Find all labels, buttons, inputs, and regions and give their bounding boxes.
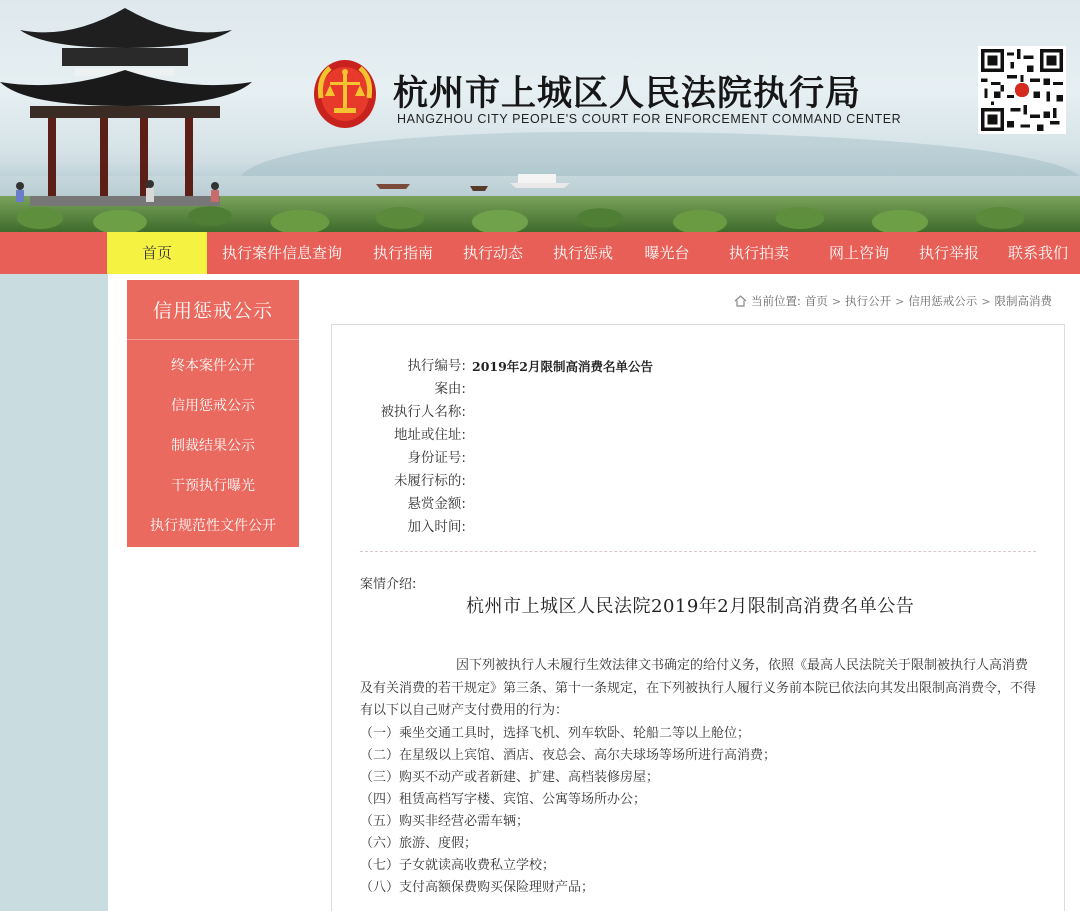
info-value (466, 470, 472, 493)
breadcrumb-prefix: 当前位置: (751, 294, 801, 308)
nav-home[interactable]: 首页 (107, 232, 207, 274)
info-label: 悬赏金额: (407, 496, 466, 512)
breadcrumb (734, 292, 1052, 310)
breadcrumb-execution-public[interactable]: 执行公开 (845, 294, 892, 308)
notice-item: （七）子女就读高收费私立学校； (360, 857, 556, 873)
info-row-party-name (362, 401, 653, 424)
notice-title: 杭州市上城区人民法院2019年2月限制高消费名单公告 (466, 596, 915, 617)
nav-discipline[interactable]: 执行惩戒 (552, 244, 613, 262)
sidebar-item-normative-documents[interactable]: 执行规范性文件公开 (150, 518, 276, 534)
info-label: 被执行人名称: (380, 404, 466, 420)
sidebar-title: 信用惩戒公示 (127, 280, 299, 340)
case-info-table (362, 355, 653, 539)
home-icon (734, 295, 747, 307)
info-row-id-number (362, 447, 653, 470)
sidebar-item-closed-cases[interactable]: 终本案件公开 (171, 358, 255, 374)
breadcrumb-home[interactable]: 首页 (804, 294, 828, 308)
info-value (466, 493, 472, 516)
notice-item: （八）支付高额保费购买保险理财产品； (360, 879, 595, 895)
info-row-reward-amount (362, 493, 653, 516)
notice-item: （二）在星级以上宾馆、酒店、夜总会、高尔夫球场等场所进行高消费； (360, 747, 777, 763)
info-row-case-number (362, 355, 653, 378)
header-banner (0, 0, 1080, 232)
left-background-strip (0, 274, 108, 911)
nav-report[interactable]: 执行举报 (918, 244, 979, 262)
info-value (466, 378, 472, 401)
info-value (466, 516, 472, 539)
sidebar-item-interference-exposure[interactable]: 干预执行曝光 (171, 478, 255, 494)
info-row-added-time (362, 516, 653, 539)
notice-paragraph: 因下列被执行人未履行生效法律文书确定的给付义务，依照《最高人民法院关于限制被执行人高消费及有关消费的若干规定》第三条、第十一条规定，在下列被执行人履行义务前本院已依法向其发出限制高消费令，不得有以下以自己财产支付费用的行为： (360, 658, 1037, 718)
sidebar-item-credit-discipline[interactable]: 信用惩戒公示 (171, 398, 255, 414)
site-subtitle: HANGZHOU CITY PEOPLE'S COURT FOR ENFORCEMENT COMMAND CENTER (397, 112, 902, 126)
case-intro-label: 案情介绍: (360, 577, 417, 592)
nav-consult[interactable]: 网上咨询 (828, 244, 889, 262)
nav-news[interactable]: 执行动态 (462, 244, 523, 262)
notice-body (360, 655, 1040, 899)
nav-exposure[interactable]: 曝光台 (644, 244, 690, 262)
dashed-divider (360, 551, 1036, 552)
breadcrumb-current: 限制高消费 (994, 294, 1053, 308)
main-nav (0, 232, 1080, 274)
notice-item: （五）购买非经营必需车辆； (360, 813, 530, 829)
info-label: 案由: (434, 381, 466, 397)
notice-item: （六）旅游、度假； (360, 835, 478, 851)
breadcrumb-credit-discipline[interactable]: 信用惩戒公示 (908, 294, 978, 308)
chevron-right-icon: > (895, 294, 905, 308)
sidebar (127, 280, 299, 547)
site-title: 杭州市上城区人民法院执行局 (393, 74, 862, 114)
court-emblem-icon (312, 58, 378, 132)
info-value (466, 401, 472, 424)
content-panel (331, 324, 1065, 911)
info-value (466, 424, 472, 447)
info-label: 执行编号: (407, 358, 466, 374)
info-label: 身份证号: (407, 450, 466, 466)
info-row-unfulfilled-amount (362, 470, 653, 493)
info-row-address (362, 424, 653, 447)
info-label: 地址或住址: (393, 427, 466, 443)
info-value: 2019年2月限制高消费名单公告 (472, 359, 653, 374)
sidebar-item-sanction-results[interactable]: 制裁结果公示 (171, 438, 255, 454)
chevron-right-icon: > (981, 294, 991, 308)
info-label: 加入时间: (407, 519, 466, 535)
info-value (466, 447, 472, 470)
nav-contact[interactable]: 联系我们 (1007, 244, 1068, 262)
qr-code-image (978, 46, 1066, 134)
info-label: 未履行标的: (393, 473, 466, 489)
notice-item: （四）租赁高档写字楼、宾馆、公寓等场所办公； (360, 791, 647, 807)
nav-auction[interactable]: 执行拍卖 (728, 244, 789, 262)
chevron-right-icon: > (831, 294, 842, 308)
nav-case-query[interactable]: 执行案件信息查询 (221, 244, 342, 262)
boats-image (370, 172, 590, 196)
nav-guide[interactable]: 执行指南 (372, 244, 433, 262)
notice-item: （一）乘坐交通工具时，选择飞机、列车软卧、轮船二等以上舱位； (360, 725, 751, 741)
pavilion-image (0, 0, 260, 232)
sidebar-menu (127, 340, 299, 546)
info-row-cause (362, 378, 653, 401)
banner-hills (240, 132, 1080, 180)
notice-item: （三）购买不动产或者新建、扩建、高档装修房屋； (360, 769, 660, 785)
